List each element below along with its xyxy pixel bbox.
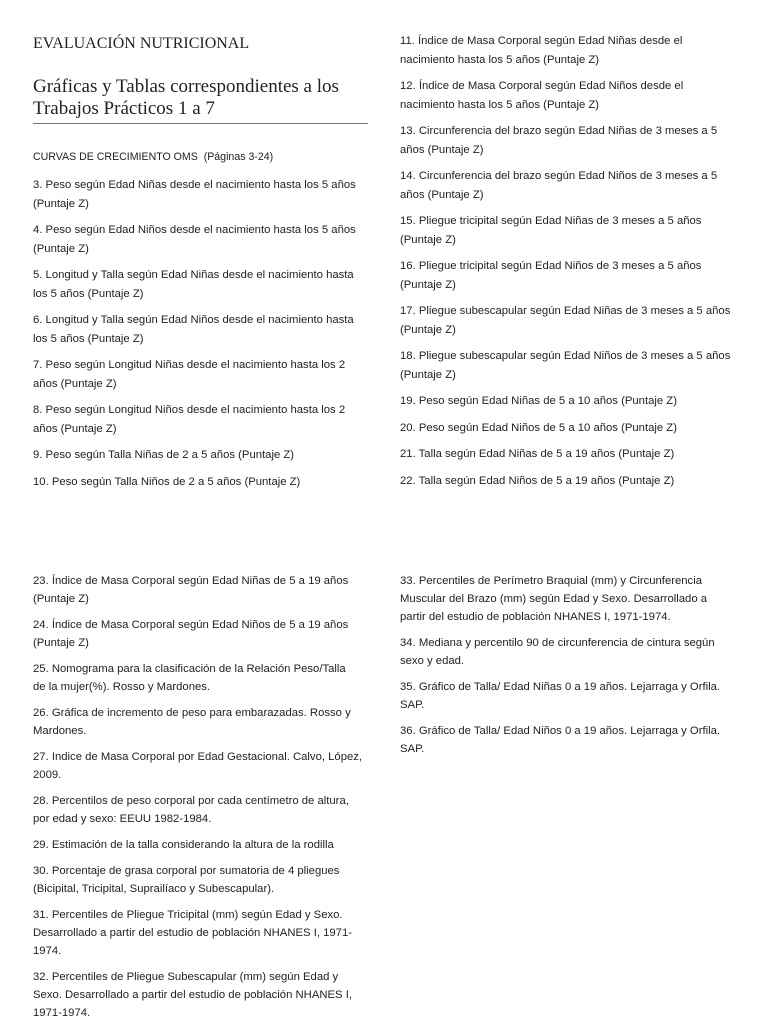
list-item-text: 27. Indice de Masa Corporal por Edad Gestacional. Calvo, López, (33, 751, 363, 763)
list-item (33, 473, 388, 492)
list-item-text: por edad y sexo: EEUU 1982-1984. (33, 813, 212, 825)
list-item-text: SAP. (400, 743, 425, 755)
list-item-text: Sexo. Desarrollado a partir del estudio de población NHANES I, (33, 989, 352, 1001)
list-item-text: 34. Mediana y percentilo 90 de circunferencia de cintura según (400, 637, 715, 649)
list-item-text: 33. Percentiles de Perímetro Braquial (mm) y Circunferencia (400, 575, 702, 587)
list-item (33, 446, 388, 465)
bottom-left-list (33, 572, 388, 1022)
list-item-text: (Puntaje Z) (33, 242, 89, 255)
list-item (400, 634, 760, 670)
list-item (33, 401, 388, 438)
list-item-text: 10. Peso según Talla Niños de 2 a 5 años (Puntaje Z) (33, 475, 301, 488)
subtitle-line: Gráficas y Tablas correspondientes a los (33, 76, 339, 97)
list-item (400, 678, 760, 714)
list-item-text: 16. Pliegue tricipital según Edad Niños de 3 meses a 5 años (400, 260, 702, 272)
list-item (33, 660, 388, 696)
list-item-text: años (Puntaje Z) (400, 143, 484, 156)
list-item (400, 167, 760, 204)
list-item-text: años (Puntaje Z) (400, 188, 484, 201)
list-item (33, 356, 388, 393)
list-item-text: nacimiento hasta los 5 años (Puntaje Z) (400, 53, 600, 66)
list-item-text: 14. Circunferencia del brazo según Edad Niños de 3 meses a 5 (400, 170, 718, 182)
list-item-text: los 5 años (Puntaje Z) (33, 287, 144, 300)
list-item-text: Muscular del Brazo (mm) según Edad y Sexo. Desarrollado a (400, 593, 708, 605)
list-item (400, 472, 760, 491)
list-item-text: Desarrollado a partir del estudio de población NHANES I, 1971- (33, 927, 352, 939)
list-item-text: sexo y edad. (400, 655, 465, 667)
list-item-text: nacimiento hasta los 5 años (Puntaje Z) (400, 98, 600, 111)
list-item-text: 35. Gráfico de Talla/ Edad Niñas 0 a 19 años. Lejarraga y Orfila. (400, 681, 721, 693)
list-item-text: 6. Longitud y Talla según Edad Niños desde el nacimiento hasta (33, 314, 354, 326)
list-item-text: 30. Porcentaje de grasa corporal por sumatoria de 4 pliegues (33, 865, 340, 877)
list-item (400, 257, 760, 294)
list-item-text: (Puntaje Z) (33, 637, 89, 649)
list-item-text: 18. Pliegue subescapular según Edad Niños de 3 meses a 5 años (400, 350, 731, 362)
list-item-text: 2009. (33, 769, 62, 781)
list-item-text: 1971-1974. (33, 1007, 91, 1019)
list-item-text: años (Puntaje Z) (33, 422, 117, 435)
list-item-text: (Puntaje Z) (400, 323, 456, 336)
document-title: EVALUACIÓN NUTRICIONAL (33, 35, 250, 52)
list-item (400, 302, 760, 339)
list-item (400, 392, 760, 411)
list-item (400, 347, 760, 384)
title-underline-rule (33, 123, 368, 124)
list-item (33, 616, 388, 652)
list-item-text: 26. Gráfica de incremento de peso para embarazadas. Rosso y (33, 707, 351, 719)
document-subtitle (33, 76, 339, 120)
list-item-text: 9. Peso según Talla Niñas de 2 a 5 años (Puntaje Z) (33, 449, 295, 461)
section-heading: CURVAS DE CRECIMIENTO OMS (Páginas 3-24) (33, 151, 274, 163)
list-item (33, 176, 388, 213)
subtitle-line: Trabajos Prácticos 1 a 7 (33, 98, 215, 119)
list-item-text: 5. Longitud y Talla según Edad Niñas desde el nacimiento hasta (33, 269, 354, 281)
list-item (400, 32, 760, 69)
list-item (400, 77, 760, 114)
list-item-text: (Puntaje Z) (400, 233, 456, 246)
list-item-text: 31. Percentiles de Pliegue Tricipital (mm) según Edad y Sexo. (33, 909, 343, 921)
bottom-right-list (400, 572, 760, 758)
list-item-text: 13. Circunferencia del brazo según Edad Niñas de 3 meses a 5 (400, 125, 718, 137)
top-left-list (33, 176, 388, 491)
list-item (33, 968, 388, 1022)
list-item-text: (Puntaje Z) (400, 278, 456, 291)
list-item (33, 311, 388, 348)
list-item-text: años (Puntaje Z) (33, 377, 117, 390)
list-item (400, 122, 760, 159)
list-item-text: Mardones. (33, 725, 87, 737)
list-item (33, 221, 388, 258)
list-item-text: 29. Estimación de la talla considerando la altura de la rodilla (33, 839, 334, 851)
list-item-text: 1974. (33, 945, 62, 957)
list-item-text: 17. Pliegue subescapular según Edad Niñas de 3 meses a 5 años (400, 305, 731, 317)
list-item (400, 722, 760, 758)
top-right-list (400, 32, 760, 490)
list-item-text: 32. Percentiles de Pliegue Subescapular (mm) según Edad y (33, 971, 339, 983)
list-item (400, 212, 760, 249)
list-item-text: (Bicipital, Tricipital, Suprailíaco y Subescapular). (33, 883, 275, 895)
list-item (33, 906, 388, 960)
list-item-text: 28. Percentilos de peso corporal por cada centímetro de altura, (33, 795, 349, 807)
list-item-text: (Puntaje Z) (33, 197, 89, 210)
list-item-text: 3. Peso según Edad Niñas desde el nacimiento hasta los 5 años (33, 179, 356, 191)
list-item-text: partir del estudio de población NHANES I, 1971-1974. (400, 611, 671, 623)
list-item (33, 266, 388, 303)
list-item (33, 862, 388, 898)
list-item-text: (Puntaje Z) (400, 368, 456, 381)
list-item-text: de la mujer(%). Rosso y Mardones. (33, 681, 211, 693)
list-item-text: 12. Índice de Masa Corporal según Edad Niños desde el (400, 80, 684, 92)
list-item (33, 704, 388, 740)
list-item-text: 25. Nomograma para la clasificación de la Relación Peso/Talla (33, 663, 346, 675)
list-item-text: 20. Peso según Edad Niños de 5 a 10 años (Puntaje Z) (400, 421, 677, 434)
list-item (400, 572, 760, 626)
list-item-text: los 5 años (Puntaje Z) (33, 332, 144, 345)
list-item-text: 15. Pliegue tricipital según Edad Niñas de 3 meses a 5 años (400, 215, 702, 227)
list-item-text: 19. Peso según Edad Niñas de 5 a 10 años (Puntaje Z) (400, 395, 677, 407)
list-item (33, 836, 388, 854)
list-item (33, 792, 388, 828)
list-item-text: 11. Índice de Masa Corporal según Edad Niñas desde el (400, 35, 683, 47)
list-item-text: 7. Peso según Longitud Niñas desde el nacimiento hasta los 2 (33, 359, 346, 371)
list-item (400, 445, 760, 464)
list-item-text: SAP. (400, 699, 425, 711)
list-item-text: 4. Peso según Edad Niños desde el nacimiento hasta los 5 años (33, 224, 356, 236)
list-item-text: 22. Talla según Edad Niños de 5 a 19 años (Puntaje Z) (400, 474, 675, 487)
list-item (33, 748, 388, 784)
list-item-text: 8. Peso según Longitud Niños desde el nacimiento hasta los 2 (33, 404, 346, 416)
list-item-text: 24. Índice de Masa Corporal según Edad Niños de 5 a 19 años (33, 619, 349, 631)
list-item (33, 572, 388, 608)
list-item-text: (Puntaje Z) (33, 593, 89, 605)
list-item (400, 419, 760, 438)
list-item-text: 36. Gráfico de Talla/ Edad Niños 0 a 19 años. Lejarraga y Orfila. (400, 725, 721, 737)
list-item-text: 23. Índice de Masa Corporal según Edad Niñas de 5 a 19 años (33, 575, 349, 587)
list-item-text: 21. Talla según Edad Niñas de 5 a 19 años (Puntaje Z) (400, 448, 675, 460)
